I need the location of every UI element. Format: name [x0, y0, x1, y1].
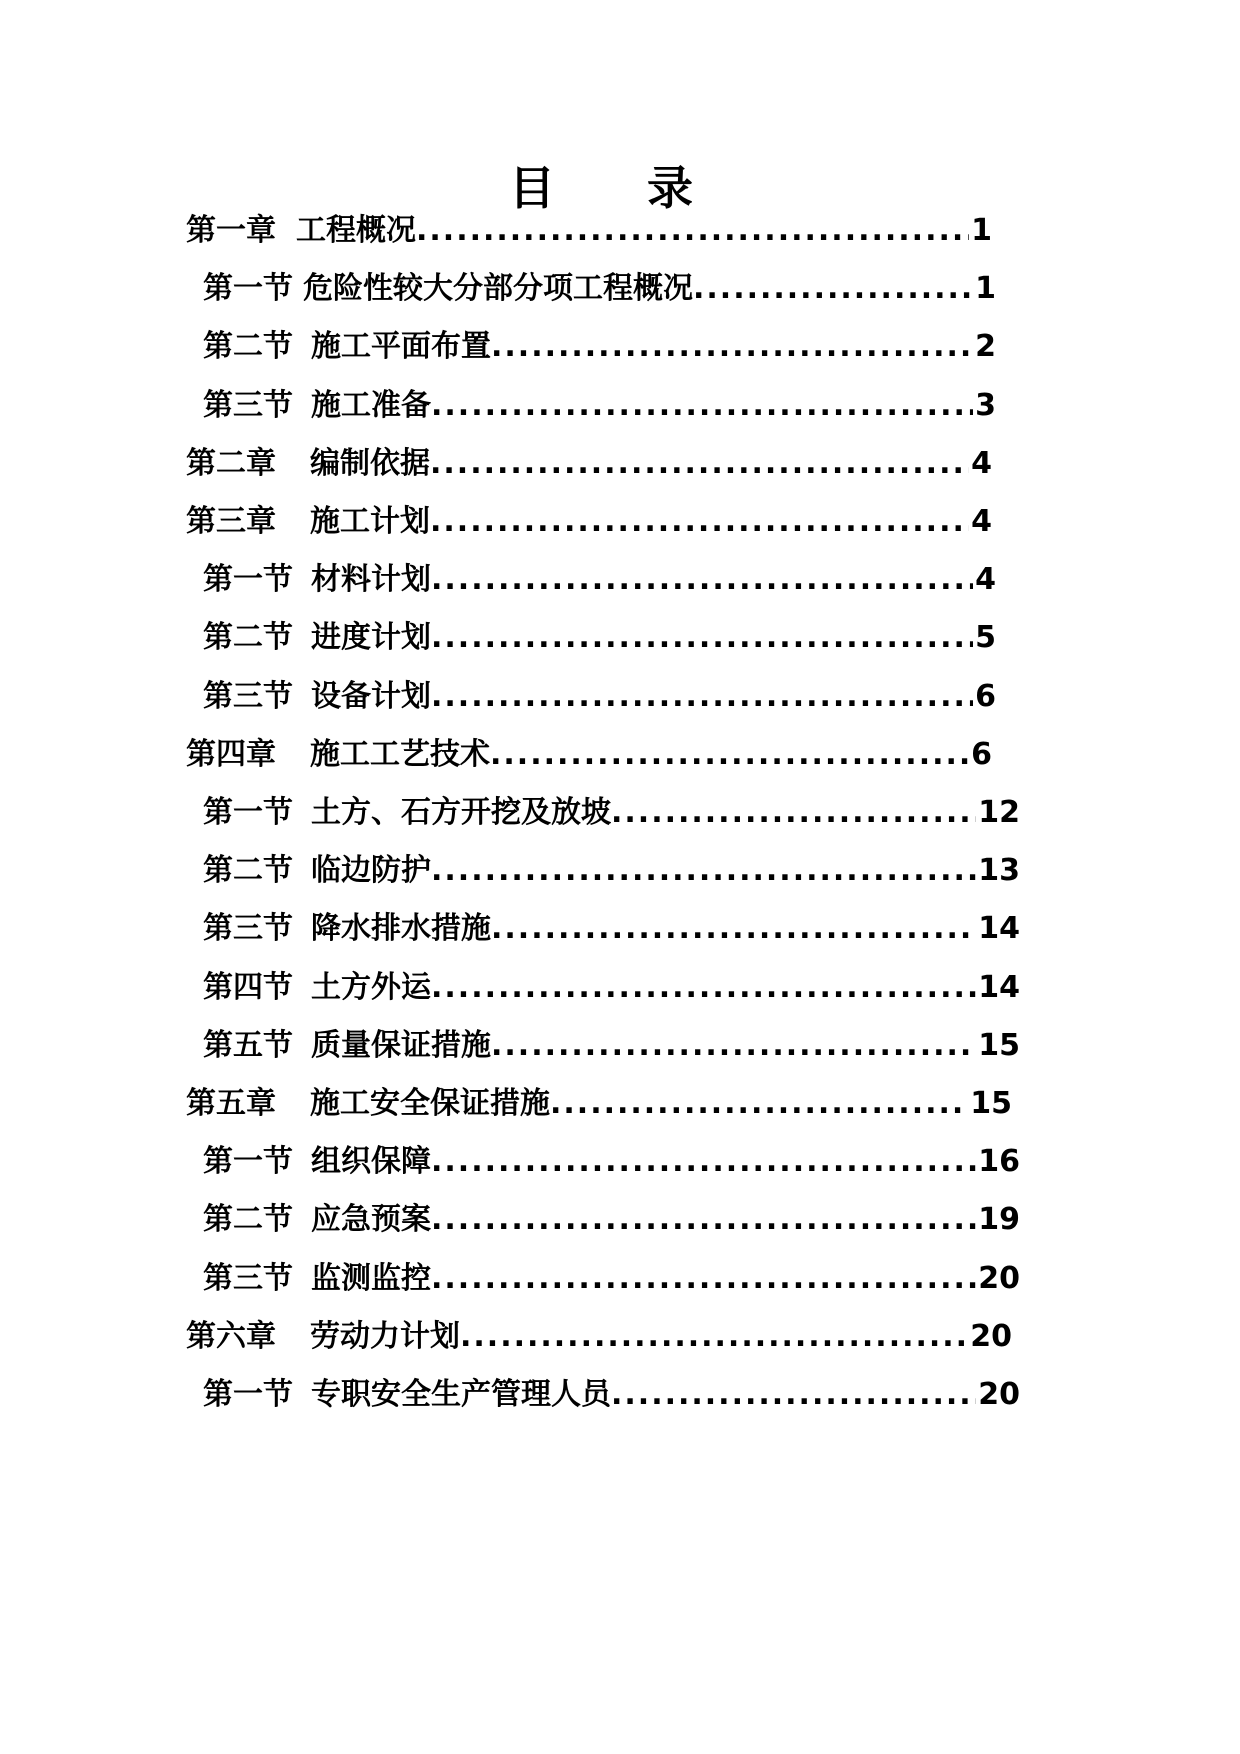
- page-number: 20: [978, 1377, 1020, 1412]
- section-number: 第二节: [203, 1202, 293, 1238]
- dot-leader: [611, 1375, 976, 1415]
- toc-entry-title: 施工准备: [311, 387, 431, 423]
- toc-entry[interactable]: [186, 201, 992, 251]
- toc-entry[interactable]: [203, 899, 1020, 949]
- toc-entry-title: 施工计划: [310, 504, 430, 539]
- dot-leader: [460, 1317, 968, 1357]
- section-number: 第三节: [203, 911, 293, 947]
- chapter-number: 第一章: [186, 213, 276, 248]
- page-number: 2: [975, 329, 996, 365]
- chapter-number: 第五章: [186, 1086, 276, 1121]
- toc-entry[interactable]: [203, 667, 996, 717]
- page-number: 20: [978, 1260, 1020, 1296]
- toc-entry[interactable]: [203, 1365, 1020, 1415]
- section-number: 第一节: [203, 1144, 293, 1180]
- page-number: 13: [978, 853, 1020, 889]
- toc-entry[interactable]: [203, 958, 1020, 1008]
- dot-leader: [431, 560, 973, 600]
- toc-entry[interactable]: [203, 608, 996, 658]
- toc-entry-title: 进度计划: [311, 620, 431, 656]
- toc-entry[interactable]: [186, 1307, 1012, 1357]
- page-number: 4: [971, 445, 992, 481]
- page-number: 16: [978, 1144, 1020, 1180]
- chapter-number: 第四章: [186, 736, 276, 772]
- toc-entry[interactable]: [203, 376, 996, 426]
- page-number: 20: [970, 1318, 1012, 1354]
- toc-entry[interactable]: [203, 259, 996, 309]
- toc-entry[interactable]: [186, 725, 992, 775]
- dot-leader: [491, 1026, 976, 1066]
- toc-entry-title: 危险性较大分部分项工程概况: [303, 271, 693, 307]
- toc-entry-title: 临边防护: [311, 853, 431, 889]
- toc-entry[interactable]: [203, 550, 996, 600]
- toc-entry[interactable]: [203, 317, 996, 367]
- toc-entry[interactable]: [203, 841, 1020, 891]
- chapter-number: 第二章: [186, 445, 276, 481]
- dot-leader: [490, 735, 969, 775]
- section-number: 第一节: [203, 562, 293, 598]
- chapter-number: 第三章: [186, 504, 276, 539]
- section-number: 第一节: [203, 795, 293, 830]
- toc-entry-title: 监测监控: [311, 1260, 431, 1296]
- page-number: 5: [975, 620, 996, 656]
- page-number: 19: [978, 1202, 1020, 1238]
- toc-entry-title: 土方、石方开挖及放坡: [311, 795, 611, 830]
- toc-entry-title: 工程概况: [296, 213, 416, 248]
- dot-leader: [431, 1142, 976, 1182]
- toc-entry-title: 施工平面布置: [311, 329, 491, 365]
- toc-entry-title: 专职安全生产管理人员: [311, 1377, 611, 1412]
- toc-entry-title: 组织保障: [311, 1144, 431, 1180]
- section-number: 第三节: [203, 678, 293, 714]
- toc-entry-title: 劳动力计划: [310, 1318, 460, 1354]
- page-number: 15: [970, 1086, 1012, 1121]
- page-number: 15: [978, 1027, 1020, 1063]
- toc-entry[interactable]: [186, 1074, 1012, 1124]
- section-number: 第二节: [203, 853, 293, 889]
- dot-leader: [491, 909, 976, 949]
- toc-entry-title: 设备计划: [311, 678, 431, 714]
- section-number: 第三节: [203, 1260, 293, 1296]
- page-number: 4: [971, 504, 992, 539]
- toc-entry-title: 编制依据: [310, 445, 430, 481]
- section-number: 第二节: [203, 329, 293, 365]
- page-number: 14: [978, 911, 1020, 947]
- toc-entry[interactable]: [203, 1190, 1020, 1240]
- dot-leader: [431, 851, 976, 891]
- toc-entry[interactable]: [186, 434, 992, 484]
- toc-entry-title: 降水排水措施: [311, 911, 491, 947]
- toc-entry-title: 材料计划: [311, 562, 431, 598]
- page-number: 14: [978, 969, 1020, 1005]
- dot-leader: [431, 386, 973, 426]
- section-number: 第一节: [203, 1377, 293, 1412]
- toc-entry[interactable]: [186, 492, 992, 542]
- toc-entry[interactable]: [203, 1132, 1020, 1182]
- dot-leader: [431, 1200, 976, 1240]
- dot-leader: [431, 677, 973, 717]
- toc-entry[interactable]: [203, 1249, 1020, 1299]
- section-number: 第一节: [203, 271, 293, 307]
- dot-leader: [693, 269, 973, 309]
- page-number: 1: [971, 213, 992, 248]
- toc-entry[interactable]: [203, 783, 1020, 833]
- toc-entry-title: 应急预案: [311, 1202, 431, 1238]
- toc-entry-title: 质量保证措施: [311, 1027, 491, 1063]
- dot-leader: [430, 502, 969, 542]
- dot-leader: [431, 968, 976, 1008]
- dot-leader: [550, 1084, 968, 1124]
- section-number: 第三节: [203, 387, 293, 423]
- chapter-number: 第六章: [186, 1318, 276, 1354]
- dot-leader: [431, 1259, 976, 1299]
- dot-leader: [611, 793, 976, 833]
- dot-leader: [431, 618, 973, 658]
- dot-leader: [416, 211, 969, 251]
- page-number: 6: [971, 736, 992, 772]
- toc-entry[interactable]: [203, 1016, 1020, 1066]
- section-number: 第五节: [203, 1027, 293, 1063]
- section-number: 第二节: [203, 620, 293, 656]
- toc-entry-title: 施工工艺技术: [310, 736, 490, 772]
- page-number: 4: [975, 562, 996, 598]
- page-number: 1: [975, 271, 996, 307]
- toc-entry-title: 土方外运: [311, 969, 431, 1005]
- section-number: 第四节: [203, 969, 293, 1005]
- page-number: 12: [978, 795, 1020, 830]
- dot-leader: [491, 327, 973, 367]
- toc-entry-title: 施工安全保证措施: [310, 1086, 550, 1121]
- page-number: 6: [975, 678, 996, 714]
- dot-leader: [430, 444, 969, 484]
- document-title: 目 录: [508, 161, 731, 215]
- page-number: 3: [975, 387, 996, 423]
